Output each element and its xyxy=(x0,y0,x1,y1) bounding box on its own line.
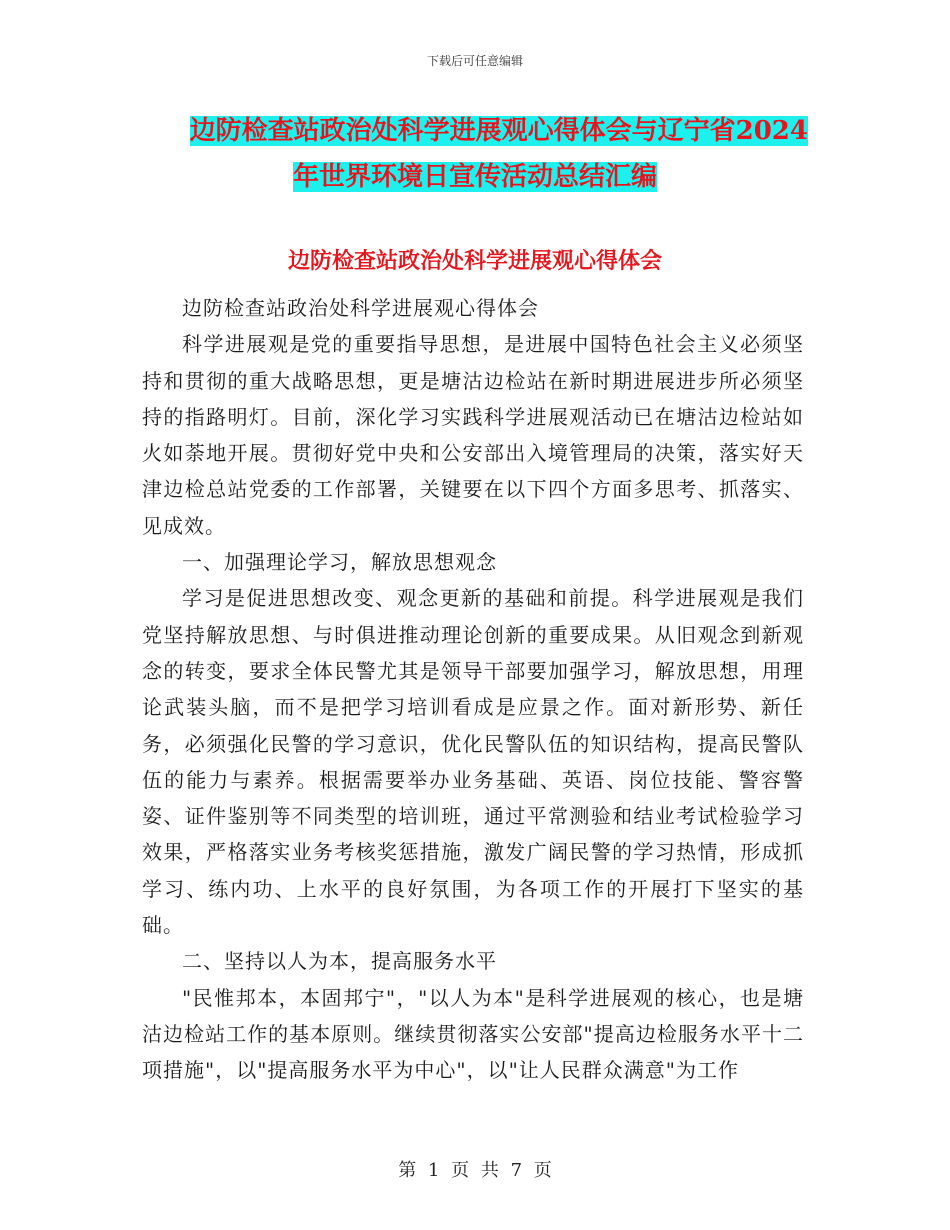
section-title: 边防检查站政治处科学进展观心得体会 xyxy=(287,248,662,274)
paragraph: "民惟邦本，本固邦宁"，"以人为本"是科学进展观的核心，也是塘沽边检站工作的基本原则。继续贯彻落实公安部"提高边检服务水平十二项措施"，以"提高服务水平为中心"，以"让人民群众满意"为工作 xyxy=(142,985,804,1083)
document-title xyxy=(140,108,810,200)
document-title-line-1: 边防检查站政治处科学进展观心得体会与辽宁省2024 xyxy=(189,116,808,146)
paragraph: 科学进展观是党的重要指导思想，是进展中国特色社会主义必须坚持和贯彻的重大战略思想，更是塘沽边检站在新时期进展进步所必须坚持的指路明灯。目前，深化学习实践科学进展观活动已在塘沽边检站如火如荼地开展。贯彻好党中央和公安部出入境管理局的决策，落实好天津边检总站党委的工作部署，关键要在以下四个方面多思考、抓落实、见成效。 xyxy=(142,332,804,538)
page-footer: 第 1 页 共 7 页 xyxy=(398,1160,552,1181)
document-title-line-2: 年世界环境日宣传活动总结汇编 xyxy=(292,162,657,192)
paragraph-heading-1: 一、加强理论学习，解放思想观念 xyxy=(182,550,497,575)
paragraph: 学习是促进思想改变、观念更新的基础和前提。科学进展观是我们党坚持解放思想、与时俱进推动理论创新的重要成果。从旧观念到新观念的转变，要求全体民警尤其是领导干部要加强学习，解放思想，用理论武装头脑，而不是把学习培训看成是应景之作。面对新形势、新任务，必须强化民警的学习意识，优化民警队伍的知识结构，提高民警队伍的能力与素养。根据需要举办业务基础、英语、岗位技能、警容警姿、证件鉴别等不同类型的培训班，通过平常测验和结业考试检验学习效果，严格落实业务考核奖惩措施，激发广阔民警的学习热情，形成抓学习、练内功、上水平的良好氛围，为各项工作的开展打下坚实的基础。 xyxy=(142,586,804,938)
paragraph-subtitle: 边防检查站政治处科学进展观心得体会 xyxy=(182,296,539,320)
page-header: 下载后可任意编辑 xyxy=(426,54,523,68)
paragraph-heading-2: 二、坚持以人为本，提高服务水平 xyxy=(182,949,497,974)
document-body xyxy=(142,290,804,1089)
